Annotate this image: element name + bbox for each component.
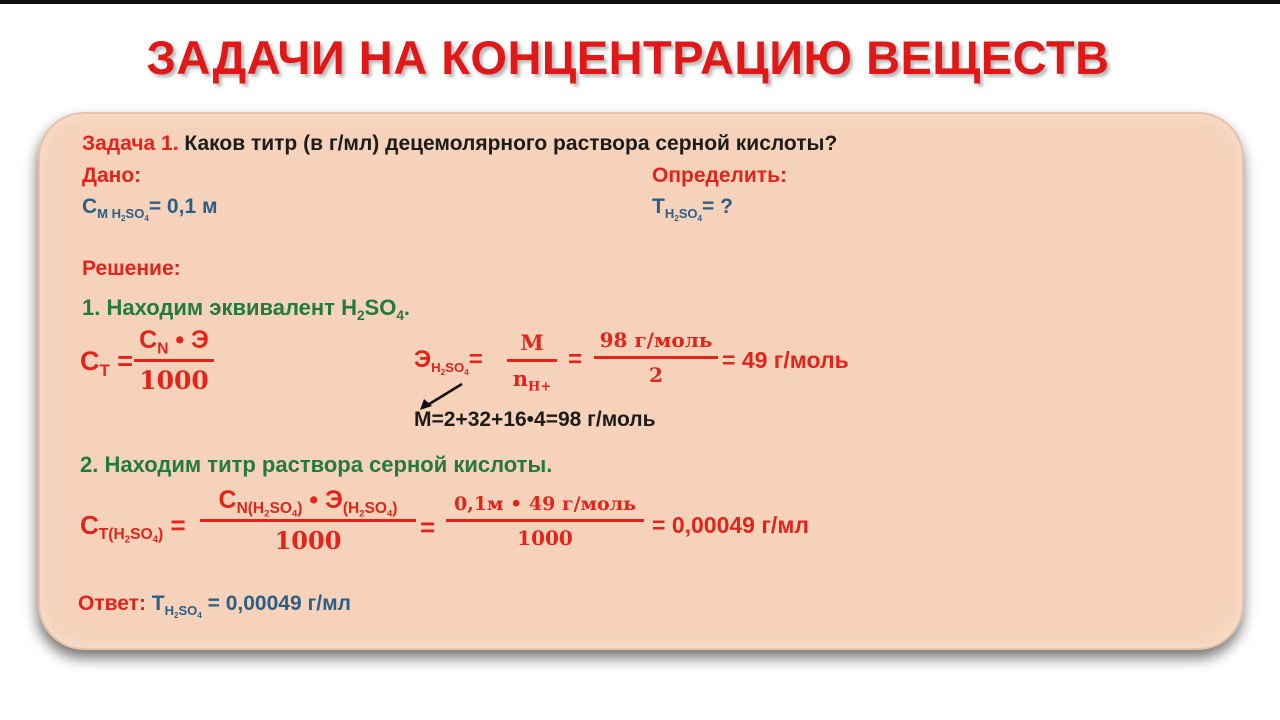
eq-denominator-1: $n_{H+}$ <box>512 366 552 395</box>
find-value: = ? <box>702 195 733 218</box>
task-label: Задача 1. <box>82 132 179 155</box>
given-label: Дано: <box>82 164 142 187</box>
ct2-equals-2: = <box>420 512 436 542</box>
find-titre: $T_{H_2SO_4}=$ ? <box>652 195 733 223</box>
given-subscript: M H2SO4 <box>97 205 149 223</box>
eq-numerator-2: 98 г/моль <box>599 328 713 352</box>
ct2-fraction-2 <box>446 493 644 550</box>
ct-denominator: 1000 <box>139 366 209 395</box>
eq-equals-2: = <box>568 346 583 373</box>
ct-fraction-bar <box>134 359 214 362</box>
eq-symbol: $Э_{H_2SO_4}=$ <box>414 346 483 377</box>
given-concentration: $C_{M H_2SO_4}= 0,1$ м <box>82 195 218 223</box>
ct-symbol: $C_T$ = <box>80 346 134 380</box>
molar-mass-calc: M=2+32+16•4=98 г/моль <box>414 408 656 431</box>
ct2-denominator: 1000 <box>274 526 342 555</box>
eq-fraction-2 <box>594 328 718 387</box>
find-label: Определить: <box>652 164 787 187</box>
task-question: Каков титр (в г/мл) децемолярного раствора серной кислоты? <box>184 132 838 155</box>
answer-label: Ответ: <box>78 592 146 615</box>
eq-numerator-1: M <box>520 330 544 355</box>
ct2-fraction-bar-2 <box>446 519 644 522</box>
step1-heading: 1. Находим эквивалент $H_2SO_4$. <box>82 295 411 323</box>
eq-fraction-bar-1 <box>507 359 557 362</box>
ct2-numerator: $C_{N(H_2SO_4)}$ • $Э_{(H_2SO_4)}$ <box>218 486 398 520</box>
ct2-result: = 0,00049 г/мл <box>652 512 809 538</box>
step2-heading: 2. Находим титр раствора серной кислоты. <box>80 452 553 477</box>
solution-label: Решение: <box>82 257 181 280</box>
ct2-fraction <box>200 486 416 555</box>
eq-result: = 49 г/моль <box>722 347 849 373</box>
find-subscript: H2SO4 <box>664 205 703 223</box>
eq-fraction-1 <box>507 330 557 395</box>
ct-fraction <box>134 326 214 395</box>
task-statement <box>82 132 837 156</box>
given-value: = 0,1 м <box>148 195 218 218</box>
top-border <box>0 0 1280 4</box>
ct2-numerator-2: 0,1м • 49 г/моль <box>453 493 637 515</box>
ct2-symbol: $C_{T(H_2SO_4)}$ = <box>80 510 186 546</box>
ct2-denominator-2: 1000 <box>517 526 573 550</box>
answer-formula: $T_{H_2SO_4} = 0,00049$ г/мл <box>151 592 351 620</box>
eq-denominator-2: 2 <box>649 363 663 387</box>
page-title: ЗАДАЧИ НА КОНЦЕНТРАЦИЮ ВЕЩЕСТВ <box>146 31 1110 84</box>
ct2-fraction-bar <box>200 519 416 522</box>
answer-line <box>78 592 351 620</box>
eq-fraction-bar-2 <box>594 356 718 359</box>
ct-numerator: $C_N$ • Э <box>139 326 209 358</box>
